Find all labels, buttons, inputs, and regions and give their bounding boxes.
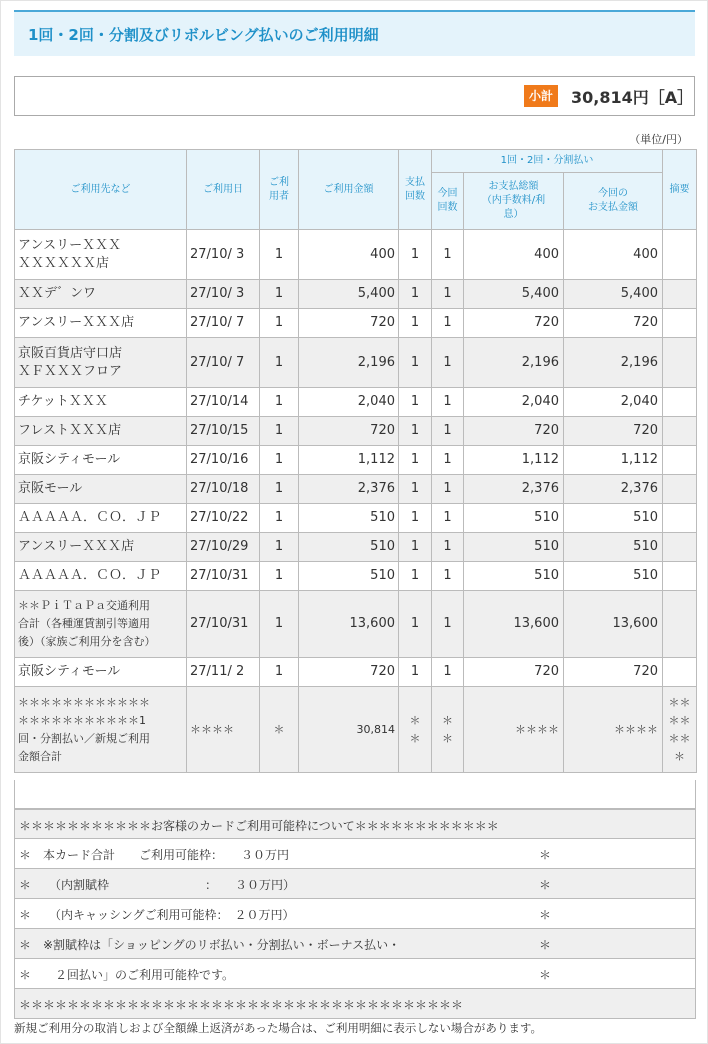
table-row — [15, 504, 697, 533]
cell-total-pay: 2,040 — [464, 388, 564, 417]
cell-date: 27/10/ 3 — [187, 230, 260, 280]
cell-remarks — [663, 417, 697, 446]
cell-total-pay: 510 — [464, 533, 564, 562]
cell-this-time: 1 — [432, 309, 464, 338]
cell-this-pay: ＊＊＊＊ — [564, 687, 663, 773]
cell-merchant: 京阪モール — [15, 475, 187, 504]
cell-amount: 2,376 — [299, 475, 399, 504]
table-row — [15, 591, 697, 658]
subtotal-badge: 小計 — [524, 85, 558, 107]
cell-user: 1 — [260, 533, 299, 562]
cell-this-time: 1 — [432, 280, 464, 309]
cell-user: 1 — [260, 230, 299, 280]
cell-this-time: 1 — [432, 562, 464, 591]
cell-date: 27/11/ 2 — [187, 658, 260, 687]
cell-date: 27/10/ 7 — [187, 309, 260, 338]
cell-this-time: 1 — [432, 388, 464, 417]
cell-remarks — [663, 533, 697, 562]
cell-amount: 720 — [299, 658, 399, 687]
cell-remarks: ＊＊ ＊＊ ＊＊ ＊ — [663, 687, 697, 773]
cell-this-pay: 1,112 — [564, 446, 663, 475]
cell-this-time: 1 — [432, 417, 464, 446]
unit-note: （単位/円） — [629, 133, 688, 146]
cell-this-time: 1 — [432, 230, 464, 280]
cell-merchant: 京阪シティモール — [15, 658, 187, 687]
cell-amount: 5,400 — [299, 280, 399, 309]
cell-this-pay: 510 — [564, 533, 663, 562]
cell-amount: 510 — [299, 533, 399, 562]
cell-this-time: 1 — [432, 591, 464, 658]
notice-text: ＊ 本カード合計 ご利用可能枠： ３０万円 — [19, 848, 290, 862]
cell-user: 1 — [260, 417, 299, 446]
cell-amount: 2,040 — [299, 388, 399, 417]
cell-total-pay: 720 — [464, 417, 564, 446]
cell-this-pay: 2,196 — [564, 338, 663, 388]
cell-user: 1 — [260, 446, 299, 475]
cell-merchant: 京阪百貨店守口店 ＸＦＸＸＸフロア — [15, 338, 187, 388]
notice-row — [14, 809, 696, 839]
cell-this-pay: 5,400 — [564, 280, 663, 309]
cell-amount: 30,814 — [299, 687, 399, 773]
cell-remarks — [663, 338, 697, 388]
header-amount: ご利用金額 — [299, 150, 399, 230]
statement-table — [14, 149, 697, 773]
header-date: ご利用日 — [187, 150, 260, 230]
cell-user: 1 — [260, 504, 299, 533]
cell-this-pay: 720 — [564, 309, 663, 338]
cell-merchant: 京阪シティモール — [15, 446, 187, 475]
cell-date: 27/10/29 — [187, 533, 260, 562]
header-this-time: 今回 回数 — [432, 173, 464, 230]
cell-date: 27/10/22 — [187, 504, 260, 533]
cell-total-pay: 400 — [464, 230, 564, 280]
cell-date: 27/10/15 — [187, 417, 260, 446]
cell-amount: 2,196 — [299, 338, 399, 388]
cell-amount: 400 — [299, 230, 399, 280]
notice-text: ＊ （内キャッシングご利用可能枠： ２０万円） — [19, 908, 295, 922]
table-row — [15, 475, 697, 504]
cell-date: 27/10/ 7 — [187, 338, 260, 388]
cell-this-pay: 720 — [564, 417, 663, 446]
cell-merchant: ＊＊＊＊＊＊＊＊＊＊＊＊ ＊＊＊＊＊＊＊＊＊＊＊1 回・分割払い／新規ご利用 金額合計 — [15, 687, 187, 773]
table-row — [15, 388, 697, 417]
cell-remarks — [663, 504, 697, 533]
cell-total-pay: 720 — [464, 658, 564, 687]
cell-remarks — [663, 591, 697, 658]
notice-text: ＊＊＊＊＊＊＊＊＊＊＊お客様のカードご利用可能枠について＊＊＊＊＊＊＊＊＊＊＊＊ — [19, 819, 499, 833]
cell-total-pay: 5,400 — [464, 280, 564, 309]
cell-remarks — [663, 562, 697, 591]
cell-user: 1 — [260, 562, 299, 591]
cell-user: 1 — [260, 280, 299, 309]
cell-total-pay: 2,196 — [464, 338, 564, 388]
notice-row — [14, 869, 696, 899]
header-total-pay: お支払総額 （内手数料/利 息） — [464, 173, 564, 230]
cell-this-pay: 720 — [564, 658, 663, 687]
cell-amount: 510 — [299, 562, 399, 591]
cell-times: 1 — [399, 658, 432, 687]
notice-text: ＊ （内割賦枠 ： ３０万円） — [19, 878, 296, 892]
cell-this-time: 1 — [432, 658, 464, 687]
cell-times: 1 — [399, 562, 432, 591]
notice-text: ＊ ※割賦枠は「ショッピングのリボ払い・分割払い・ボーナス払い・ — [19, 938, 401, 952]
cell-times: 1 — [399, 338, 432, 388]
cell-this-pay: 2,040 — [564, 388, 663, 417]
table-row — [15, 417, 697, 446]
cell-amount: 13,600 — [299, 591, 399, 658]
cell-merchant: ＊＊ＰｉＴａＰａ交通利用 合計（各種運賃割引等適用 後）（家族ご利用分を含む） — [15, 591, 187, 658]
cell-amount: 1,112 — [299, 446, 399, 475]
cell-user: 1 — [260, 338, 299, 388]
cell-remarks — [663, 446, 697, 475]
notice-row — [14, 929, 696, 959]
cell-user: 1 — [260, 658, 299, 687]
cell-times: 1 — [399, 475, 432, 504]
cell-amount: 510 — [299, 504, 399, 533]
footer-note: 新規ご利用分の取消しおよび全額繰上返済があった場合は、ご利用明細に表示しない場合があります。 — [14, 1021, 542, 1035]
cell-times: 1 — [399, 417, 432, 446]
cell-times: 1 — [399, 591, 432, 658]
cell-this-time: 1 — [432, 533, 464, 562]
cell-date: 27/10/16 — [187, 446, 260, 475]
blank-spacer-row — [14, 780, 696, 809]
notice-row — [14, 989, 696, 1019]
cell-times: 1 — [399, 446, 432, 475]
notice-row — [14, 959, 696, 989]
cell-total-pay: 13,600 — [464, 591, 564, 658]
cell-this-pay: 13,600 — [564, 591, 663, 658]
total-row — [15, 687, 697, 773]
cell-user: 1 — [260, 475, 299, 504]
cell-times: 1 — [399, 230, 432, 280]
notice-row — [14, 839, 696, 869]
notice-edge-mark: ＊ — [539, 848, 552, 862]
cell-times: 1 — [399, 388, 432, 417]
cell-this-pay: 510 — [564, 504, 663, 533]
cell-date: 27/10/14 — [187, 388, 260, 417]
cell-times: ＊ ＊ — [399, 687, 432, 773]
cell-user: 1 — [260, 309, 299, 338]
header-remarks: 摘要 — [663, 150, 697, 230]
cell-remarks — [663, 280, 697, 309]
notice-edge-mark: ＊ — [539, 968, 552, 982]
cell-total-pay: 1,112 — [464, 446, 564, 475]
cell-remarks — [663, 309, 697, 338]
cell-user: 1 — [260, 591, 299, 658]
cell-merchant: フレストＸＸＸ店 — [15, 417, 187, 446]
notice-text: ＊＊＊＊＊＊＊＊＊＊＊＊＊＊＊＊＊＊＊＊＊＊＊＊＊＊＊＊＊＊＊＊＊＊＊＊＊ — [19, 998, 464, 1012]
cell-total-pay: 2,376 — [464, 475, 564, 504]
cell-times: 1 — [399, 309, 432, 338]
header-user: ご利 用者 — [260, 150, 299, 230]
cell-date: 27/10/31 — [187, 591, 260, 658]
cell-total-pay: 510 — [464, 504, 564, 533]
cell-times: 1 — [399, 533, 432, 562]
table-row — [15, 446, 697, 475]
section-title: 1回・2回・分割及びリボルビング払いのご利用明細 — [28, 26, 379, 44]
notice-edge-mark: ＊ — [539, 878, 552, 892]
cell-remarks — [663, 230, 697, 280]
cell-this-time: 1 — [432, 446, 464, 475]
cell-this-time: 1 — [432, 338, 464, 388]
notice-text: ＊ ２回払い」のご利用可能枠です。 — [19, 968, 235, 982]
notice-row — [14, 899, 696, 929]
cell-amount: 720 — [299, 417, 399, 446]
notice-edge-mark: ＊ — [539, 938, 552, 952]
cell-merchant: ＡＡＡＡＡ．ＣＯ．ＪＰ — [15, 504, 187, 533]
cell-merchant: アンスリーＸＸＸ店 — [15, 309, 187, 338]
cell-times: 1 — [399, 504, 432, 533]
subtotal-box — [14, 76, 695, 116]
cell-date: 27/10/31 — [187, 562, 260, 591]
cell-total-pay: ＊＊＊＊ — [464, 687, 564, 773]
table-row — [15, 338, 697, 388]
table-row — [15, 280, 697, 309]
cell-this-time: 1 — [432, 504, 464, 533]
cell-merchant: ＡＡＡＡＡ．ＣＯ．ＪＰ — [15, 562, 187, 591]
cell-amount: 720 — [299, 309, 399, 338]
cell-merchant: アンスリーＸＸＸ ＸＸＸＸＸＸ店 — [15, 230, 187, 280]
cell-remarks — [663, 475, 697, 504]
table-row — [15, 309, 697, 338]
header-merchant: ご利用先など — [15, 150, 187, 230]
section-title-bar — [14, 10, 695, 56]
table-row — [15, 230, 697, 280]
cell-this-pay: 510 — [564, 562, 663, 591]
cell-user: ＊ — [260, 687, 299, 773]
cell-total-pay: 510 — [464, 562, 564, 591]
cell-remarks — [663, 658, 697, 687]
header-group: 1回・2回・分割払い — [432, 150, 663, 173]
table-row — [15, 533, 697, 562]
header-times: 支払 回数 — [399, 150, 432, 230]
notice-edge-mark: ＊ — [539, 908, 552, 922]
cell-user: 1 — [260, 388, 299, 417]
cell-this-pay: 400 — [564, 230, 663, 280]
cell-merchant: ＸＸデ゛ンワ — [15, 280, 187, 309]
cell-merchant: アンスリーＸＸＸ店 — [15, 533, 187, 562]
table-row — [15, 658, 697, 687]
cell-date: 27/10/18 — [187, 475, 260, 504]
cell-this-pay: 2,376 — [564, 475, 663, 504]
cell-this-time: 1 — [432, 475, 464, 504]
table-row — [15, 562, 697, 591]
cell-total-pay: 720 — [464, 309, 564, 338]
cell-date: ＊＊＊＊ — [187, 687, 260, 773]
cell-times: 1 — [399, 280, 432, 309]
cell-merchant: チケットＸＸＸ — [15, 388, 187, 417]
cell-this-time: ＊ ＊ — [432, 687, 464, 773]
header-this-pay: 今回の お支払金額 — [564, 173, 663, 230]
subtotal-value: 30,814円［A］ — [571, 88, 694, 107]
cell-date: 27/10/ 3 — [187, 280, 260, 309]
cell-remarks — [663, 388, 697, 417]
